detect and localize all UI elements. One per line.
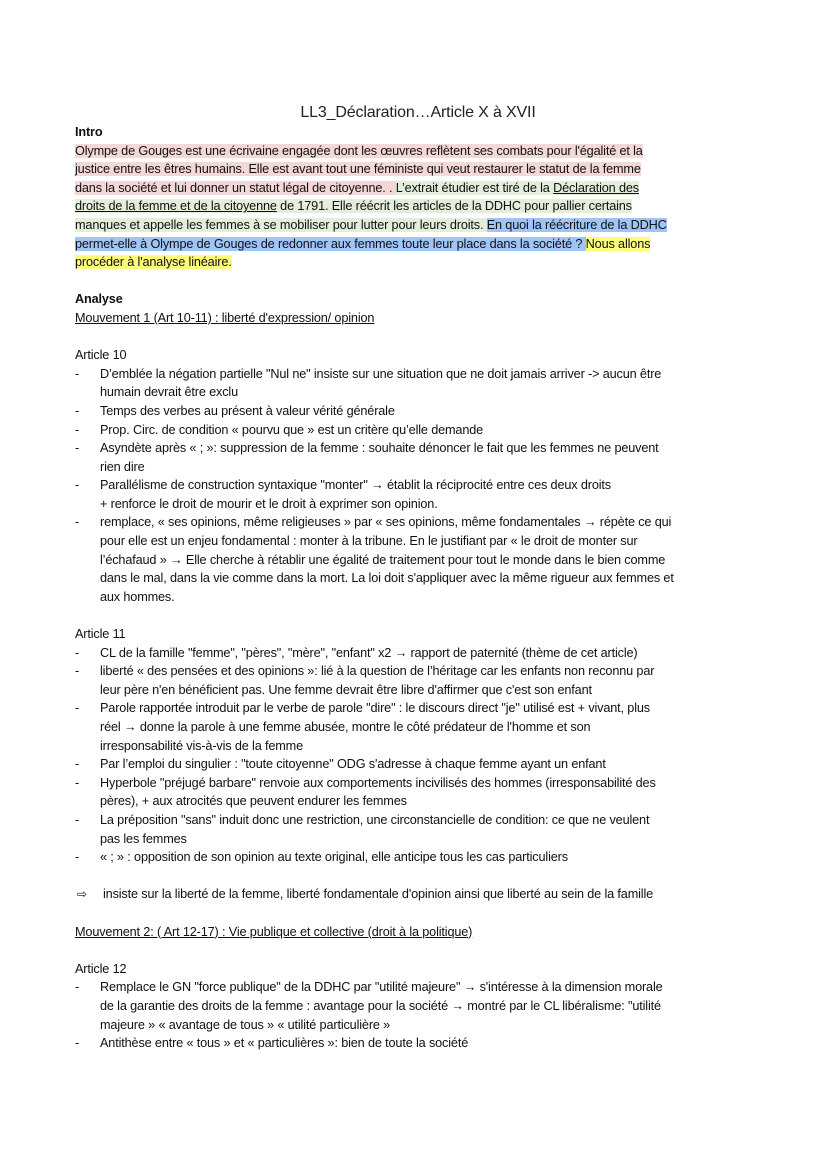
list-item-line: leur père n'en bénéficient pas. Une femme devrait être libre d'affirmer que c'est son enfant	[100, 682, 592, 697]
article-10-list	[75, 365, 755, 607]
bullet-dash: -	[75, 478, 80, 493]
intro-segment: L’extrait étudier est tiré de la	[395, 180, 554, 195]
article-10-heading: Article 10	[75, 348, 127, 363]
work-title: Déclaration des	[553, 180, 639, 195]
list-item	[75, 476, 755, 513]
conclusion-text: insiste sur la liberté de la femme, liberté fondamentale d'opinion ainsi que liberté au sein de la famille	[103, 887, 654, 902]
bullet-dash: -	[75, 645, 80, 660]
list-item-line: Hyperbole "préjugé barbare" renvoie aux comportements incivilisés des hommes (irresponsabilité des	[100, 775, 656, 790]
list-item-line: Parole rapportée introduit par le verbe de parole "dire" : le discours direct "je" utilisé est + vivant, plus	[100, 701, 650, 716]
list-item	[75, 644, 755, 663]
intro-segment: En quoi la réécriture de la DDHC	[486, 217, 667, 232]
intro-segment: dans la société et lui donner un statut légal de citoyenne. .	[75, 180, 396, 195]
list-item	[75, 774, 755, 811]
list-item	[75, 402, 755, 421]
document-title: LL3_Déclaration…Article X à XVII	[300, 104, 536, 121]
list-item-line: majeure » « avantage de tous » « utilité particulière »	[100, 1017, 391, 1032]
intro-line	[75, 160, 755, 179]
list-item-line: de la garantie des droits de la femme : avantage pour la société → montré par le CL libéralisme: "utilité	[100, 998, 661, 1013]
list-item	[75, 1034, 755, 1053]
bullet-dash: -	[75, 664, 80, 679]
list-item-line: pour elle est un enjeu fondamental : monter à la tribune. En le justifiant par « le droit de monter sur	[100, 534, 638, 549]
list-item-line: rien dire	[100, 459, 145, 474]
mouvement-1-heading: Mouvement 1 (Art 10-11) : liberté d'expression/ opinion	[75, 310, 375, 325]
bullet-dash: -	[75, 403, 80, 418]
intro-heading: Intro	[75, 125, 103, 139]
list-item	[75, 439, 755, 476]
list-item-line: + renforce le droit de mourir et le droit à exprimer son opinion.	[100, 496, 438, 511]
list-item-line: Remplace le GN "force publique" de la DDHC par "utilité majeure" → s'intéresse à la dimension morale	[100, 980, 663, 995]
arrow-right-icon: ⇨	[77, 887, 87, 902]
list-item-line: l’échafaud » → Elle cherche à rétablir une égalité de traitement pour tout le monde dans le bien comme	[100, 552, 666, 567]
article-12-list	[75, 978, 755, 1052]
work-title: droits de la femme et de la citoyenne	[75, 199, 277, 214]
list-item-line: Temps des verbes au présent à valeur vérité générale	[100, 403, 395, 418]
list-item-line: pères), + aux atrocités que peuvent endurer les femmes	[100, 794, 407, 809]
list-item-line: Parallélisme de construction syntaxique "monter" → établit la réciprocité entre ces deux droits	[100, 478, 611, 493]
list-item-line: Antithèse entre « tous » et « particulières »: bien de toute la société	[100, 1036, 469, 1051]
intro-segment: Nous allons	[585, 236, 651, 251]
bullet-dash: -	[75, 1036, 80, 1051]
list-item	[75, 978, 755, 1034]
list-item-line: aux hommes.	[100, 589, 175, 604]
article-11-list	[75, 644, 755, 867]
list-item	[75, 699, 755, 755]
intro-segment: justice entre les êtres humains. Elle est avant tout une féministe qui veut restaurer le statut de la femme	[75, 162, 641, 177]
list-item	[75, 811, 755, 848]
mouvement-2-heading: Mouvement 2: ( Art 12-17) : Vie publique et collective (droit à la politique)	[75, 924, 473, 939]
list-item	[75, 755, 755, 774]
list-item-line: Asyndète après « ; »: suppression de la femme : souhaite dénoncer le fait que les femmes ne peuvent	[100, 441, 659, 456]
list-item	[75, 365, 755, 402]
intro-segment: procéder à l'analyse linéaire.	[75, 255, 232, 270]
article-11-heading: Article 11	[75, 627, 126, 642]
list-item-line: liberté « des pensées et des opinions »: lié à la question de l’héritage car les enfants non reconnu par	[100, 664, 655, 679]
intro-paragraph	[75, 142, 755, 272]
intro-segment: manques et appelle les femmes à se mobiliser pour lutter pour leurs droits.	[75, 217, 487, 232]
list-item-line: réel → donne la parole à une femme abusée, montre le côté prédateur de l'homme et son	[100, 720, 591, 734]
intro-line	[75, 142, 755, 161]
bullet-dash: -	[75, 441, 80, 456]
bullet-dash: -	[75, 850, 80, 865]
list-item	[75, 848, 755, 867]
intro-segment: Olympe de Gouges est une écrivaine engagée dont les œuvres reflètent ses combats pour l'égalité et la	[75, 143, 643, 158]
list-item-line: La préposition "sans" induit donc une restriction, une circonstancielle de condition: ce que ne veulent	[100, 812, 650, 827]
bullet-dash: -	[75, 366, 80, 381]
intro-segment: de 1791. Elle réécrit les articles de la DDHC pour pallier certains	[276, 199, 632, 214]
list-item-line: Par l’emploi du singulier : "toute citoyenne" ODG s'adresse à chaque femme ayant un enfant	[100, 757, 606, 772]
article-12-heading: Article 12	[75, 961, 127, 976]
bullet-dash: -	[75, 757, 80, 772]
list-item-line: D’emblée la négation partielle "Nul ne" insiste sur une situation que ne doit jamais arriver -> aucun être	[100, 366, 662, 381]
list-item-line: dans le mal, dans la vie comme dans la mort. La loi doit s'appliquer avec la même rigueur aux femmes et	[100, 571, 674, 586]
list-item-line: Prop. Circ. de condition « pourvu que » est un critère qu’elle demande	[100, 422, 484, 437]
list-item-line: CL de la famille "femme", "pères", "mère", "enfant" x2 → rapport de paternité (thème de cet article)	[100, 645, 638, 660]
intro-line	[75, 253, 755, 272]
bullet-dash: -	[75, 980, 80, 995]
bullet-dash: -	[75, 701, 80, 716]
intro-line	[75, 216, 755, 235]
conclusion-line	[75, 885, 755, 904]
list-item-line: pas les femmes	[100, 831, 187, 846]
bullet-dash: -	[75, 775, 80, 790]
document-page	[75, 103, 755, 1053]
analyse-heading: Analyse	[75, 292, 123, 307]
list-item-line: irresponsabilité vis-à-vis de la femme	[100, 738, 304, 753]
bullet-dash: -	[75, 515, 80, 530]
intro-line	[75, 197, 755, 216]
list-item-line: remplace, « ses opinions, même religieuses » par « ses opinions, même fondamentales → répète ce qui	[100, 515, 672, 530]
list-item-line: humain devrait être exclu	[100, 385, 238, 400]
list-item	[75, 421, 755, 440]
bullet-dash: -	[75, 812, 80, 827]
intro-line	[75, 179, 755, 198]
bullet-dash: -	[75, 422, 80, 437]
list-item-line: « ; » : opposition de son opinion au texte original, elle anticipe tous les cas particuliers	[100, 850, 568, 865]
list-item	[75, 513, 755, 606]
intro-line	[75, 235, 755, 254]
list-item	[75, 662, 755, 699]
intro-segment: permet-elle à Olympe de Gouges de redonner aux femmes toute leur place dans la société ?	[75, 236, 586, 251]
